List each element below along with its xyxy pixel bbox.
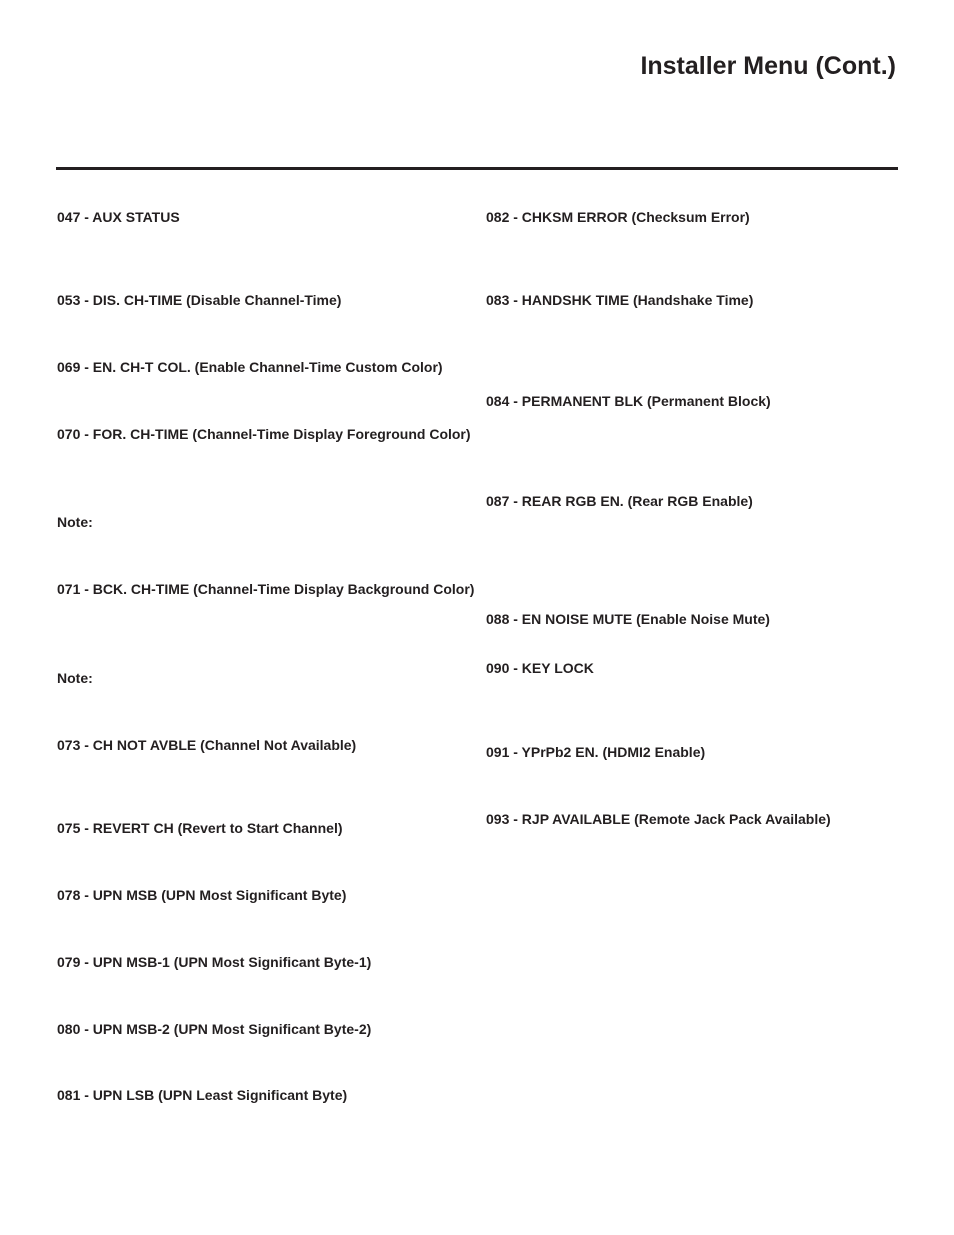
item-081-upn-lsb: 081 - UPN LSB (UPN Least Significant Byte) [57, 1087, 348, 1103]
item-090-key-lock: 090 - KEY LOCK [486, 660, 594, 676]
page-title: Installer Menu (Cont.) [640, 52, 896, 80]
item-083-handshake-time: 083 - HANDSHK TIME (Handshake Time) [486, 292, 754, 308]
item-070-foreground-color: 070 - FOR. CH-TIME (Channel-Time Display Foreground Color) [57, 426, 471, 442]
item-078-upn-msb: 078 - UPN MSB (UPN Most Significant Byte) [57, 887, 347, 903]
item-075-revert-channel: 075 - REVERT CH (Revert to Start Channel) [57, 820, 343, 836]
item-073-channel-not-available: 073 - CH NOT AVBLE (Channel Not Available) [57, 737, 357, 753]
item-069-enable-channel-time-color: 069 - EN. CH-T COL. (Enable Channel-Time Custom Color) [57, 359, 443, 375]
item-088-enable-noise-mute: 088 - EN NOISE MUTE (Enable Noise Mute) [486, 611, 770, 627]
item-091-hdmi2-enable: 091 - YPrPb2 EN. (HDMI2 Enable) [486, 744, 706, 760]
note-label: Note: [57, 514, 93, 530]
header-divider [56, 167, 898, 170]
note-label: Note: [57, 670, 93, 686]
item-053-disable-channel-time: 053 - DIS. CH-TIME (Disable Channel-Time) [57, 292, 342, 308]
item-079-upn-msb-1: 079 - UPN MSB-1 (UPN Most Significant Byte-1) [57, 954, 372, 970]
item-082-checksum-error: 082 - CHKSM ERROR (Checksum Error) [486, 209, 750, 225]
item-084-permanent-block: 084 - PERMANENT BLK (Permanent Block) [486, 393, 771, 409]
item-093-remote-jack-pack: 093 - RJP AVAILABLE (Remote Jack Pack Available) [486, 811, 831, 827]
item-071-background-color: 071 - BCK. CH-TIME (Channel-Time Display Background Color) [57, 581, 475, 597]
item-080-upn-msb-2: 080 - UPN MSB-2 (UPN Most Significant Byte-2) [57, 1021, 372, 1037]
item-087-rear-rgb-enable: 087 - REAR RGB EN. (Rear RGB Enable) [486, 493, 753, 509]
item-047-aux-status: 047 - AUX STATUS [57, 209, 180, 225]
